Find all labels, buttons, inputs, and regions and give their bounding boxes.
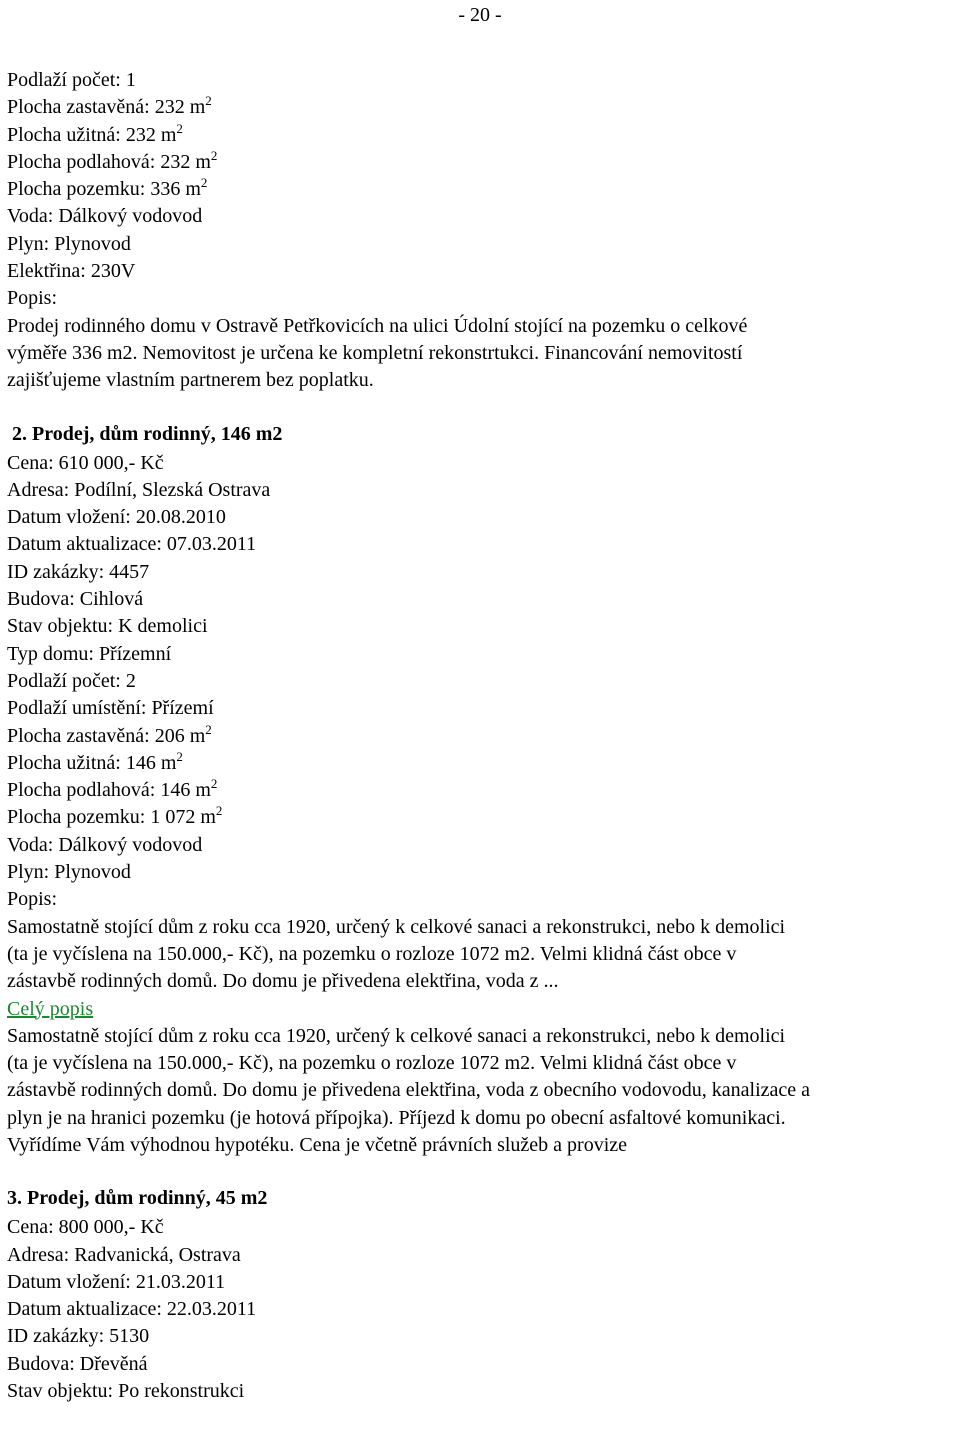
field-popis: [7, 886, 957, 913]
listing-2-heading: 2. Prodej, dům rodinný, 146 m2: [7, 422, 283, 445]
field-value: 232 m: [154, 96, 206, 119]
text-line: Samostatně stojící dům z roku cca 1920, určený k celkové sanaci a rekonstrukci, nebo k demolici: [7, 1024, 786, 1047]
field-value: 21.03.2011: [135, 1270, 226, 1293]
listing-2-fields: [7, 450, 957, 914]
field-value: 1 072 m: [150, 806, 216, 829]
field-stav-objektu: [7, 1378, 957, 1405]
listing-3-fields: [7, 1214, 957, 1405]
field-label: Stav objektu:: [7, 1380, 114, 1403]
field-plocha-pozemku: [7, 804, 957, 831]
field-label: Datum vložení:: [7, 1270, 131, 1293]
superscript: 2: [176, 120, 183, 136]
field-value: 1: [125, 69, 136, 91]
field-value: 800 000,- Kč: [58, 1216, 164, 1239]
field-label: Plyn:: [7, 861, 50, 884]
field-value: Dálkový vodovod: [58, 205, 203, 228]
field-label: ID zakázky:: [7, 560, 105, 583]
superscript: 2: [210, 776, 218, 792]
field-voda: [7, 832, 957, 859]
field-adresa: [7, 1242, 957, 1269]
field-plocha-podlahova: [7, 149, 957, 176]
field-label: Plocha podlahová:: [7, 779, 156, 802]
field-label: Plyn:: [7, 232, 50, 255]
field-label: Adresa:: [7, 478, 70, 501]
field-label: Stav objektu:: [7, 615, 114, 638]
field-plyn: [7, 859, 957, 886]
field-value: Přízemí: [151, 697, 214, 720]
field-value: 146 m: [125, 751, 177, 774]
field-label: Plocha podlahová:: [7, 150, 156, 173]
field-podlazi-pocet: [7, 668, 957, 695]
field-value: 230V: [90, 260, 136, 283]
text-line: Prodej rodinného domu v Ostravě Petřkovicích na ulici Údolní stojící na pozemku o celkové: [7, 314, 748, 337]
field-value: Radvanická, Ostrava: [74, 1243, 241, 1266]
field-plocha-uzitna: [7, 750, 957, 777]
full-description-link[interactable]: Celý popis: [7, 997, 94, 1020]
field-label: Podlaží počet:: [7, 669, 121, 692]
listing-1-description: [7, 313, 957, 395]
field-stav-objektu: [7, 613, 957, 640]
superscript: 2: [205, 93, 212, 109]
text-line: (ta je vyčíslena na 150.000,- Kč), na pozemku o rozloze 1072 m2. Velmi klidná část obce v: [7, 942, 737, 965]
field-voda: [7, 203, 957, 230]
field-datum-vlozeni: [7, 1269, 957, 1296]
field-id-zakazky: [7, 1323, 957, 1350]
field-label: Plocha zastavěná:: [7, 724, 150, 747]
field-cena: [7, 450, 957, 477]
field-label: Datum aktualizace:: [7, 533, 162, 556]
field-label: Cena:: [7, 451, 54, 474]
field-plyn: [7, 231, 957, 258]
superscript: 2: [176, 748, 183, 764]
field-value: K demolici: [118, 615, 208, 638]
text-line: Samostatně stojící dům z roku cca 1920, určený k celkové sanaci a rekonstrukci, nebo k demolici: [7, 915, 786, 938]
field-value: Plynovod: [54, 861, 131, 884]
field-popis: [7, 285, 957, 312]
field-elektrina: [7, 258, 957, 285]
field-value: Plynovod: [54, 232, 131, 255]
field-label: ID zakázky:: [7, 1325, 105, 1348]
field-label: Cena:: [7, 1216, 54, 1239]
field-value: 5130: [109, 1325, 150, 1348]
field-label: Podlaží počet:: [7, 69, 121, 91]
text-line: Vyřídíme Vám výhodnou hypotéku. Cena je včetně právních služeb a provize: [7, 1133, 628, 1156]
field-plocha-podlahova: [7, 777, 957, 804]
field-plocha-zastavena: [7, 94, 957, 121]
field-value: 4457: [109, 560, 150, 583]
field-label: Plocha zastavěná:: [7, 96, 150, 119]
field-value: 232 m: [160, 150, 211, 173]
document-content: [7, 67, 957, 1405]
superscript: 2: [215, 803, 223, 819]
field-plocha-pozemku: [7, 176, 957, 203]
field-value: Cihlová: [79, 588, 144, 611]
field-label: Budova:: [7, 1352, 75, 1375]
field-datum-aktualizace: [7, 1296, 957, 1323]
field-plocha-zastavena: [7, 723, 957, 750]
field-adresa: [7, 477, 957, 504]
page-number: - 20 -: [458, 4, 502, 26]
superscript: 2: [200, 175, 208, 191]
superscript: 2: [210, 147, 218, 163]
listing-2-full-description: [7, 1023, 957, 1159]
field-value: 232 m: [125, 123, 177, 146]
field-value: Podílní, Slezská Ostrava: [74, 478, 271, 501]
field-plocha-uzitna: [7, 122, 957, 149]
field-id-zakazky: [7, 559, 957, 586]
field-label: Voda:: [7, 833, 54, 856]
field-cena: [7, 1214, 957, 1241]
field-label: Podlaží umístění:: [7, 697, 147, 720]
field-label: Plocha pozemku:: [7, 178, 146, 201]
listing-1-fields: [7, 67, 957, 313]
text-line: zástavbě rodinných domů. Do domu je přivedena elektřina, voda z obecního vodovodu, kanalizace a: [7, 1079, 811, 1102]
field-value: 206 m: [154, 724, 206, 747]
field-label: Adresa:: [7, 1243, 70, 1266]
field-label: Elektřina:: [7, 260, 86, 283]
field-label: Datum aktualizace:: [7, 1298, 162, 1321]
field-value: Dálkový vodovod: [58, 833, 203, 856]
field-label: Plocha užitná:: [7, 751, 121, 774]
field-label: Voda:: [7, 205, 54, 228]
field-value: 22.03.2011: [166, 1298, 257, 1321]
text-line: zástavbě rodinných domů. Do domu je přivedena elektřina, voda z ...: [7, 970, 559, 993]
field-value: 610 000,- Kč: [58, 451, 164, 474]
field-budova: [7, 586, 957, 613]
field-value: 2: [125, 669, 136, 692]
field-label: Typ domu:: [7, 642, 94, 665]
listing-2-short-description: [7, 914, 957, 996]
text-line: (ta je vyčíslena na 150.000,- Kč), na pozemku o rozloze 1072 m2. Velmi klidná část obce v: [7, 1052, 737, 1075]
field-budova: [7, 1351, 957, 1378]
field-value: 07.03.2011: [166, 533, 257, 556]
field-value: Po rekonstrukci: [118, 1380, 245, 1403]
field-value: 20.08.2010: [135, 506, 226, 529]
field-value: 336 m: [150, 178, 201, 201]
field-podlazi-umisteni: [7, 695, 957, 722]
text-line: výměře 336 m2. Nemovitost je určena ke kompletní rekonstrtukci. Financování nemovitostí: [7, 341, 743, 364]
field-value: Přízemní: [98, 642, 172, 665]
field-podlazi-pocet: [7, 67, 957, 94]
listing-3-heading: 3. Prodej, dům rodinný, 45 m2: [7, 1187, 268, 1210]
text-line: zajišťujeme vlastním partnerem bez poplatku.: [7, 369, 374, 392]
field-label: Popis:: [7, 287, 58, 310]
field-label: Popis:: [7, 888, 58, 911]
field-datum-aktualizace: [7, 531, 957, 558]
field-datum-vlozeni: [7, 504, 957, 531]
field-label: Plocha pozemku:: [7, 806, 146, 829]
text-line: plyn je na hranici pozemku (je hotová přípojka). Příjezd k domu po obecní asfaltové komunikaci.: [7, 1106, 786, 1129]
field-value: 146 m: [160, 779, 211, 802]
superscript: 2: [205, 721, 212, 737]
field-label: Plocha užitná:: [7, 123, 121, 146]
field-value: Dřevěná: [79, 1352, 148, 1375]
field-typ-domu: [7, 641, 957, 668]
field-label: Datum vložení:: [7, 506, 131, 529]
field-label: Budova:: [7, 588, 75, 611]
